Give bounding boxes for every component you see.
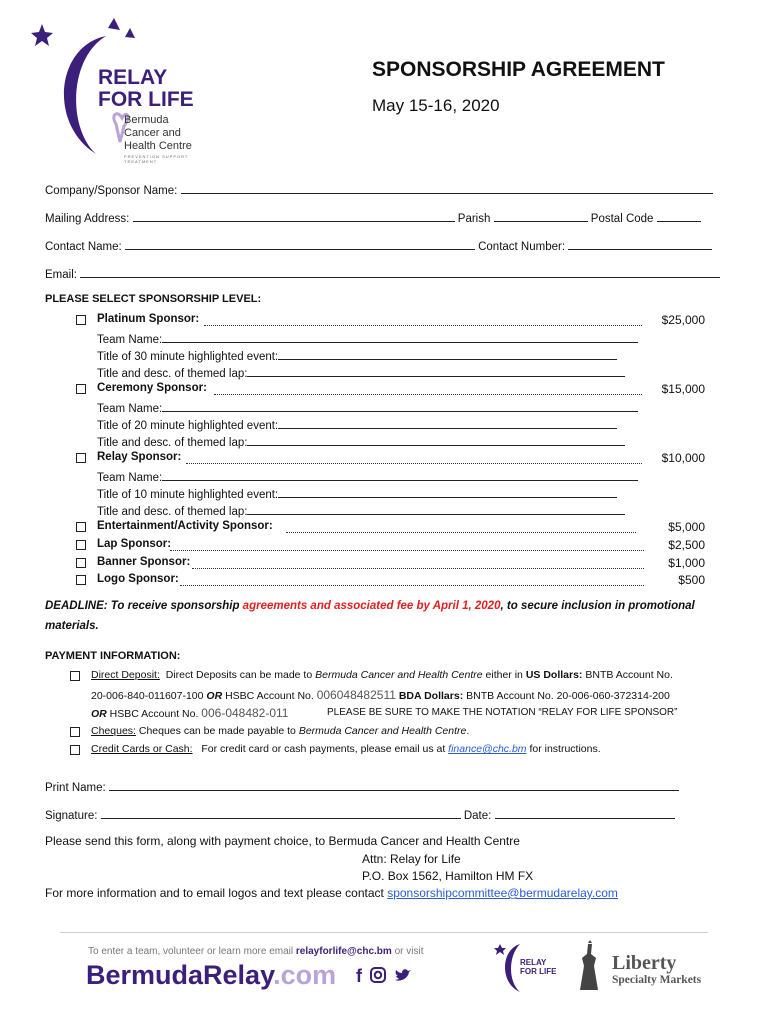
event-date: May 15-16, 2020 [372,96,500,115]
relay-team[interactable]: Team Name: [97,469,638,484]
logo-line1: RELAY [98,66,168,89]
platinum-leader [204,325,642,326]
relay-leader [186,463,642,464]
platinum-checkbox[interactable] [76,315,86,325]
logo-line2: FOR LIFE [98,88,194,111]
statue-of-liberty-icon [572,940,608,994]
contact-field[interactable] [45,238,712,253]
contact-number-line[interactable] [568,238,712,250]
mailing-label: Mailing Address: [45,213,130,225]
instagram-icon[interactable] [370,967,386,983]
mailing-line[interactable] [133,210,455,222]
date-label: Date: [463,810,492,822]
email-line[interactable] [80,266,720,278]
logo-checkbox[interactable] [76,575,86,585]
lap-label: Lap Sponsor: [97,538,172,550]
company-label: Company/Sponsor Name: [45,185,178,197]
company-field[interactable] [45,182,713,197]
footer-site[interactable]: BermudaRelay.com [86,960,337,990]
more-info: For more information and to email logos and text please contact sponsorshipcommittee@bermudarelay.com [45,886,618,900]
relay-label: Relay Sponsor: [97,451,182,463]
contact-name-label: Contact Name: [45,241,122,253]
contact-number-label: Contact Number: [478,241,566,253]
platinum-team[interactable]: Team Name: [97,331,638,346]
ceremony-checkbox[interactable] [76,384,86,394]
entertainment-amount: $5,000 [668,520,705,534]
direct-deposit-line2: 20-006-840-011607-100 OR HSBC Account No. 006048482511 BDA Dollars: BNTB Account No. 20-006-060-372314-200 [91,688,670,702]
banner-amount: $1,000 [668,556,705,570]
logo-org2: Cancer and [124,127,181,139]
ceremony-lap[interactable]: Title and desc. of themed lap: [97,434,625,449]
page-title: SPONSORSHIP AGREEMENT [372,58,665,81]
lap-checkbox[interactable] [76,540,86,550]
social-icons [356,966,412,987]
footer-note: To enter a team, volunteer or learn more email relayforlife@chc.bm or visit [88,946,424,957]
cheque-line: Cheques: Cheques can be made payable to Bermuda Cancer and Health Centre. [91,725,470,737]
company-line[interactable] [181,182,713,194]
attn-line: Attn: Relay for Life [362,852,461,866]
ceremony-amount: $15,000 [661,382,705,396]
deadline-note-cont: materials. [45,620,99,632]
platinum-event[interactable]: Title of 30 minute highlighted event: [97,348,617,363]
postal-line[interactable] [657,210,701,222]
email-label: Email: [45,269,77,281]
deadline-note: DEADLINE: To receive sponsorship agreements and associated fee by April 1, 2020, to secure inclusion in promotional [45,600,695,612]
direct-deposit-checkbox[interactable] [70,671,80,681]
relay-lap[interactable]: Title and desc. of themed lap: [97,503,625,518]
entertainment-leader [286,532,636,533]
entertainment-checkbox[interactable] [76,522,86,532]
logo-amount: $500 [678,573,705,587]
entertainment-label: Entertainment/Activity Sponsor: [97,520,273,532]
platinum-amount: $25,000 [661,313,705,327]
ceremony-event[interactable]: Title of 20 minute highlighted event: [97,417,617,432]
liberty-sub: Specialty Markets [612,974,702,986]
footer-logo-text1: RELAY [520,958,547,967]
signature-field[interactable]: Signature: Date: [45,807,675,822]
banner-leader [192,568,644,569]
sponsorship-email-link[interactable]: sponsorshipcommittee@bermudarelay.com [387,886,618,900]
banner-checkbox[interactable] [76,558,86,568]
liberty-logo [572,940,712,994]
mailing-field[interactable] [45,210,701,225]
relay-event[interactable]: Title of 10 minute highlighted event: [97,486,617,501]
logo-org3: Health Centre [124,140,192,152]
print-name-field[interactable]: Print Name: [45,779,679,794]
finance-email-link[interactable]: finance@chc.bm [448,743,527,755]
ceremony-team[interactable]: Team Name: [97,400,638,415]
lap-leader [170,550,644,551]
print-name-line[interactable] [109,779,679,791]
platinum-lap[interactable]: Title and desc. of themed lap: [97,365,625,380]
ceremony-leader [214,394,642,395]
logo-org1: Bermuda [124,114,169,126]
logo-tagline: PREVENTION SUPPORT TREATMENT [124,154,189,164]
signature-line[interactable] [101,807,461,819]
facebook-icon[interactable]: f [356,966,362,986]
logo-sponsor-label: Logo Sponsor: [97,573,179,585]
contact-name-line[interactable] [125,238,475,250]
relay-amount: $10,000 [661,451,705,465]
email-field[interactable] [45,266,720,281]
relay-checkbox[interactable] [76,453,86,463]
direct-deposit-line1: Direct Deposit: Direct Deposits can be made to Bermuda Cancer and Health Centre either in US Dollars: BNTB Account No. [91,669,673,681]
card-line: Credit Cards or Cash: For credit card or cash payments, please email us at finance@chc.bm for instructions. [91,743,601,755]
direct-deposit-line3: OR HSBC Account No. 006-048482-011 [91,706,289,720]
postal-label: Postal Code [590,213,654,225]
notation-note: PLEASE BE SURE TO MAKE THE NOTATION “RELAY FOR LIFE SPONSOR” [327,707,678,718]
address-line: P.O. Box 1562, Hamilton HM FX [362,869,534,883]
send-instructions: Please send this form, along with payment choice, to Bermuda Cancer and Health Centre [45,834,520,848]
lap-amount: $2,500 [668,538,705,552]
relay-for-life-logo [28,14,218,164]
levels-heading: PLEASE SELECT SPONSORSHIP LEVEL: [45,293,262,305]
banner-label: Banner Sponsor: [97,556,191,568]
cheque-checkbox[interactable] [70,727,80,737]
liberty-name: Liberty [612,952,677,974]
platinum-label: Platinum Sponsor: [97,313,200,325]
ceremony-label: Ceremony Sponsor: [97,382,207,394]
footer-divider [60,932,708,933]
parish-line[interactable] [494,210,588,222]
footer-logo-text2: FOR LIFE [520,967,557,976]
twitter-icon[interactable] [394,968,412,983]
parish-label: Parish [457,213,491,225]
card-checkbox[interactable] [70,745,80,755]
date-line[interactable] [495,807,675,819]
payment-heading: PAYMENT INFORMATION: [45,650,181,662]
logo-leader [180,585,644,586]
footer-relay-logo [494,940,564,994]
